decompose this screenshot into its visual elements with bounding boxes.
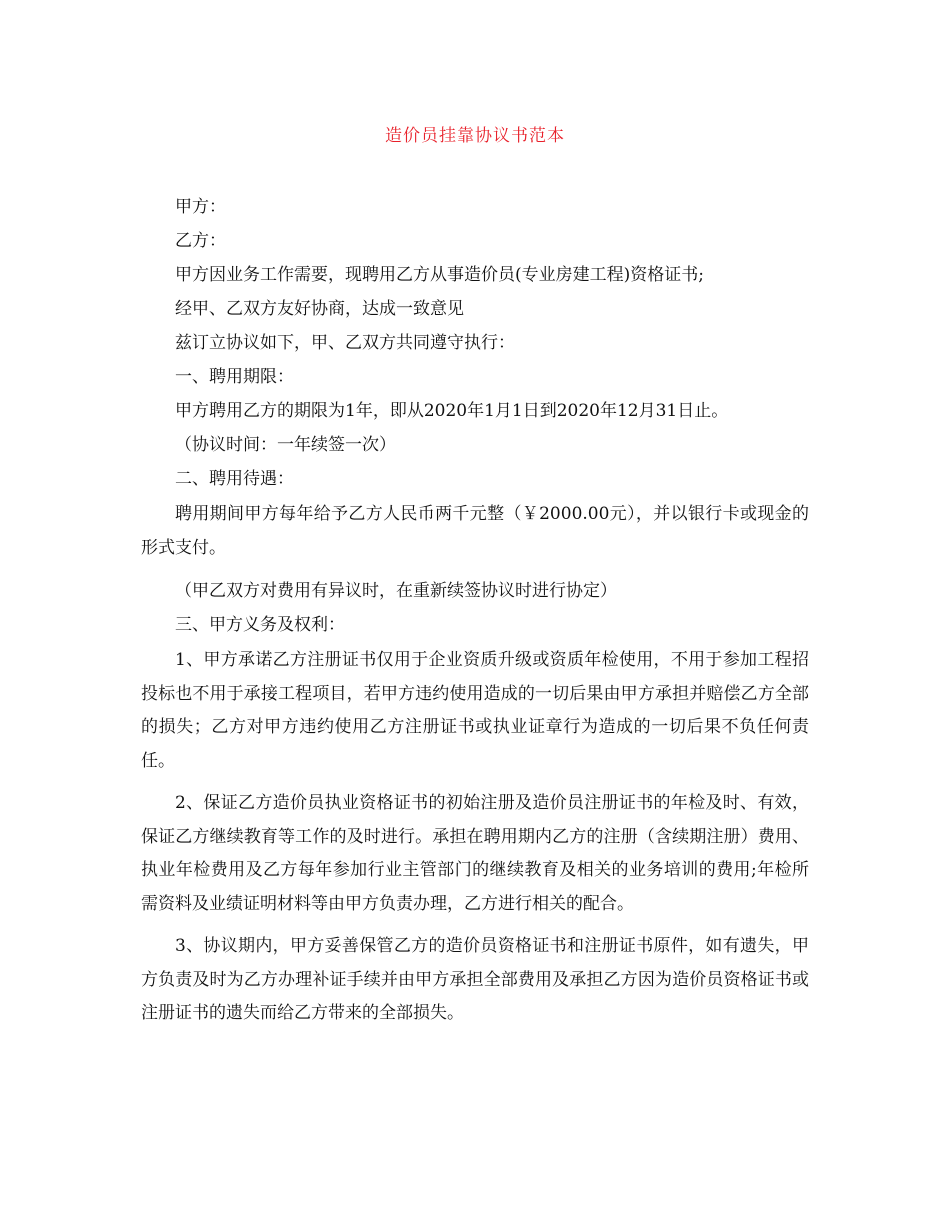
term-note-line: （协议时间：一年续签一次）: [175, 435, 396, 455]
clause-2: 2、保证乙方造价员执业资格证书的初始注册及造价员注册证书的年检及时、有效，保证乙方继续教育等工作的及时进行。承担在聘用期内乙方的注册（含续期注册）费用、执业年检费用及乙方每年参加行业主管部门的继续教育及相关的业务培训的费用;年检所需资料及业绩证明材料等由甲方负责办理，乙方进行相关的配合。: [141, 793, 809, 914]
document-body: [141, 190, 809, 1040]
consensus-line: 经甲、乙双方友好协商，达成一致意见: [175, 299, 464, 319]
salary-note-line: （甲乙双方对费用有异议时，在重新续签协议时进行协定）: [175, 581, 617, 601]
clause-1: 1、甲方承诺乙方注册证书仅用于企业资质升级或资质年检使用，不用于参加工程招投标也不用于承接工程项目，若甲方违约使用造成的一切后果由甲方承担并赔偿乙方全部的损失；乙方对甲方违约使用乙方注册证书或执业证章行为造成的一切后果不负任何责任。: [141, 650, 809, 771]
document-title: 造价员挂靠协议书范本: [385, 126, 565, 146]
party-a-line: 甲方：: [175, 197, 226, 217]
term-line: 甲方聘用乙方的期限为1年，即从2020年1月1日到2020年12月31日止。: [175, 401, 729, 421]
purpose-line: 甲方因业务工作需要，现聘用乙方从事造价员(专业房建工程)资格证书;: [175, 265, 704, 285]
salary-paragraph: 聘用期间甲方每年给予乙方人民币两千元整（￥2000.00元），并以银行卡或现金的形式支付。: [141, 504, 809, 558]
section-1-heading: 一、聘用期限：: [175, 367, 294, 387]
agreement-intro-line: 兹订立协议如下，甲、乙双方共同遵守执行：: [175, 333, 515, 353]
section-2-heading: 二、聘用待遇：: [175, 469, 294, 489]
section-3-heading: 三、甲方义务及权利：: [175, 615, 345, 635]
clause-3: 3、协议期内，甲方妥善保管乙方的造价员资格证书和注册证书原件，如有遗失，甲方负责及时为乙方办理补证手续并由甲方承担全部费用及承担乙方因为造价员资格证书或注册证书的遗失而给乙方带来的全部损失。: [141, 936, 809, 1023]
party-b-line: 乙方：: [175, 231, 226, 251]
